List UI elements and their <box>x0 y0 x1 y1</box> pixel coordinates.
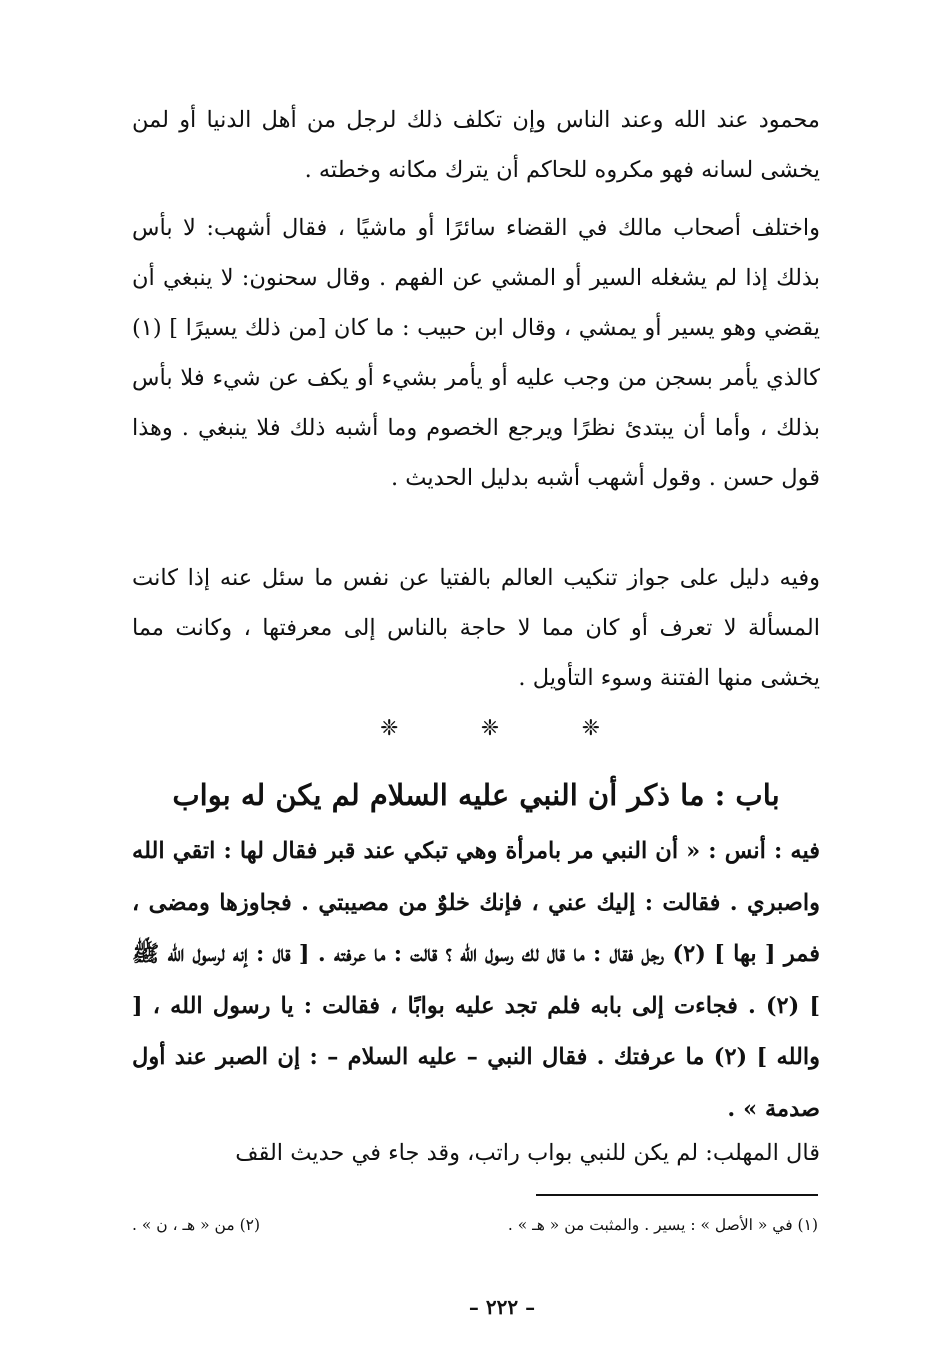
hadith-paragraph: فيه : أنس : « أن النبي مر بامرأة وهي تبكي عند قبر فقال لها : اتقي الله واصبري . فقالت : إليك عني ، فإنك خلوٌ من مصيبتي . فجاوزها ومضى ، فمر [ بها ] (٢) رجل فقال : ما قال لك رسول الله ؟ قالت : ما عرفته . [ قال : إنه لرسول الله ﷺ ] (٢) . فجاءت إلى بابه فلم تجد عليه بوابًا ، فقالت : يا رسول الله ، [ والله ] (٢) ما عرفتك . فقال النبي – عليه السلام – : إن الصبر عند أول صدمة » . <box>132 838 821 1122</box>
paragraph-3: وفيه دليل على جواز تنكيب العالم بالفتيا عن نفس ما سئل عنه إذا كانت المسألة لا تعرف أو كان مما لا حاجة بالناس إلى معرفتها ، وكانت مما يخشى منها الفتنة وسوء التأويل . <box>132 565 820 691</box>
star-ornament: ❈ <box>480 715 500 741</box>
chapter-heading: باب : ما ذكر أن النبي عليه السلام لم يكن له بواب <box>172 778 780 812</box>
star-ornament: ❈ <box>380 715 399 741</box>
page-number: – ٢٢٢ – <box>468 1295 536 1319</box>
paragraph-2: واختلف أصحاب مالك في القضاء سائرًا أو ماشيًا ، فقال أشهب: لا بأس بذلك إذا لم يشغله السير أو المشي عن الفهم . وقال سحنون: لا ينبغي أن يقضي وهو يسير أو يمشي ، وقال ابن حبيب : ما كان [من ذلك يسيرًا ] (١) كالذي يأمر بسجن من وجب عليه أو يأمر بشيء أو يكف عن شيء فلا بأس بذلك ، وأما أن يبتدئ نظرًا ويرجع الخصوم وما أشبه ذلك فلا ينبغي . وهذا قول حسن . وقول أشهب أشبه بدليل الحديث . <box>132 215 820 491</box>
footnotes <box>132 1212 818 1238</box>
footnote-divider <box>536 1194 818 1196</box>
section-separator <box>380 708 600 748</box>
footnote-1: (١) في « الأصل » : يسير . والمثبت من « هـ » . <box>507 1216 818 1234</box>
paragraph-1: محمود عند الله وعند الناس وإن تكلف ذلك لرجل من أهل الدنيا أو لمن يخشى لسانه فهو مكروه للحاكم أن يترك مكانه وخطته . <box>132 107 820 183</box>
footnote-2: (٢) من « هـ ، ن » . <box>132 1216 261 1234</box>
star-ornament: ❈ <box>581 715 600 741</box>
commentary-paragraph: قال المهلب: لم يكن للنبي بواب راتب، وقد جاء في حديث القف <box>235 1140 820 1166</box>
